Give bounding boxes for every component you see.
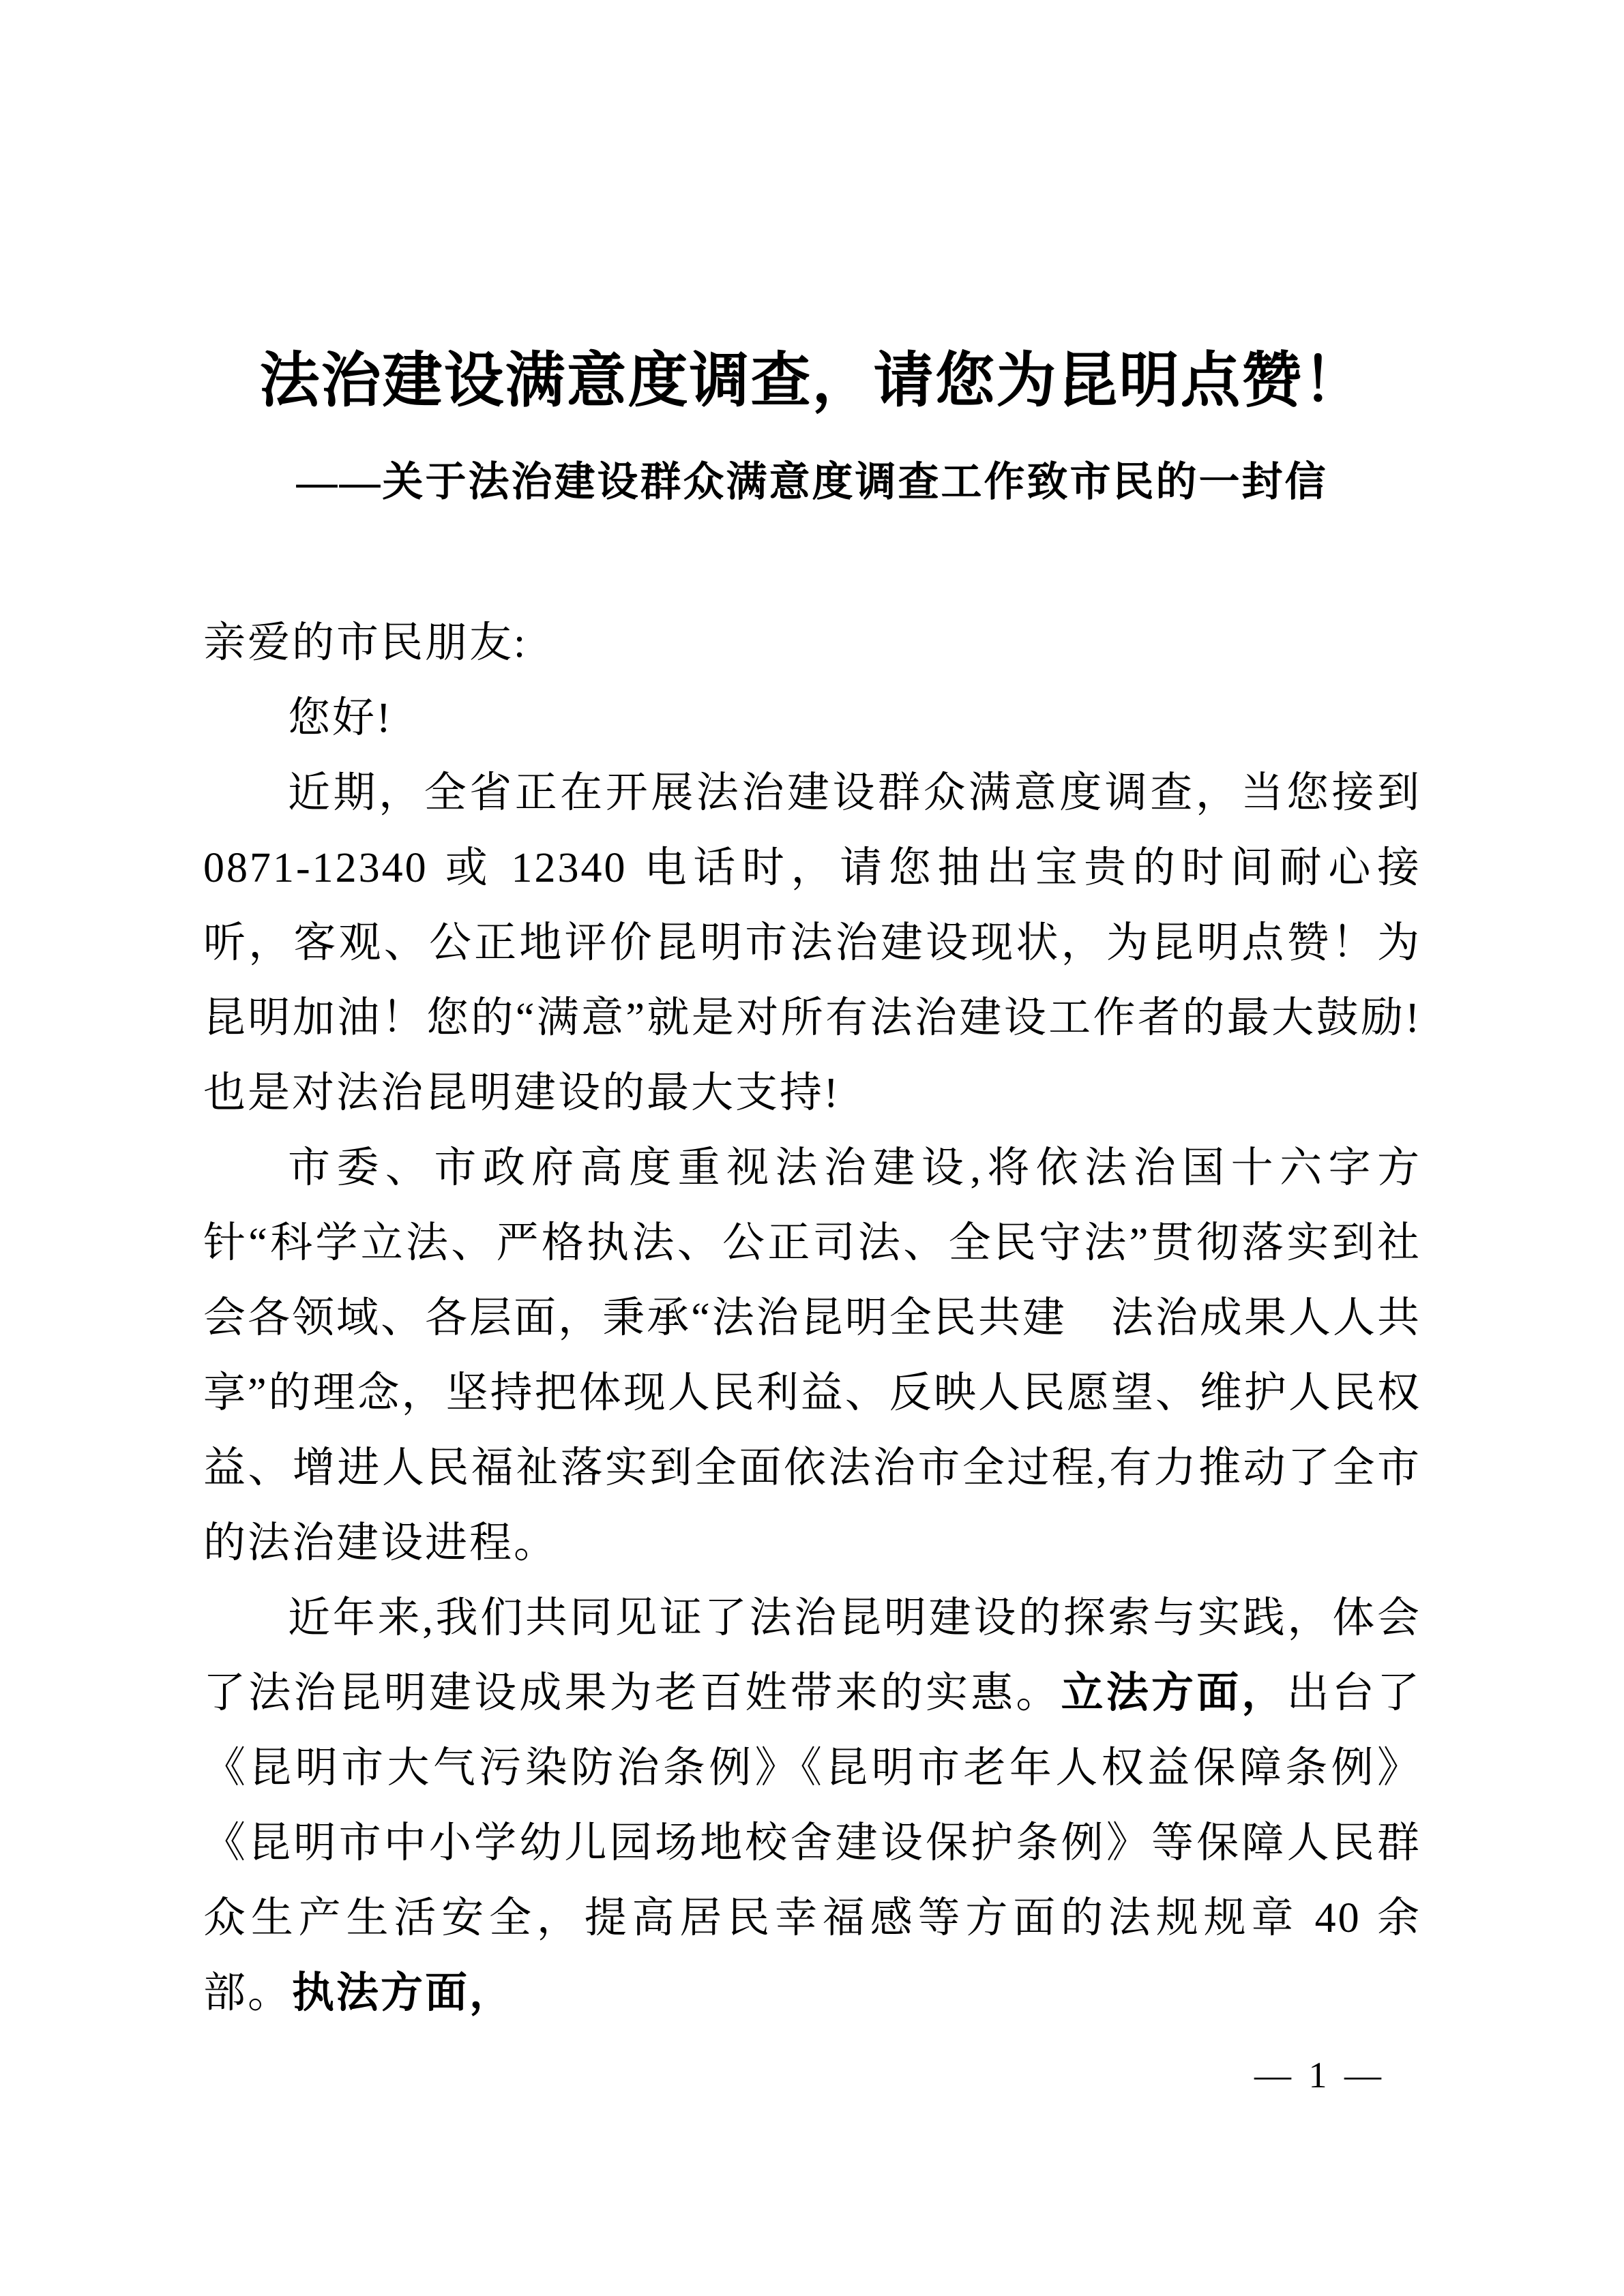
paragraph [203, 606, 1421, 681]
paragraph [203, 1581, 1421, 2031]
paragraph [203, 1131, 1421, 1581]
paragraph [203, 756, 1421, 1131]
document-body [203, 606, 1421, 2031]
text-run: 出台了《昆明市大气污染防治条例》《昆明市老年人权益保障条例》《昆明市中小学幼儿园场地校舍建设保护条例》等保障人民群众生产生活安全，提高居民幸福感等方面的法规规章 40 余部。 [203, 1670, 1421, 2016]
page-number: — 1 — [1254, 2055, 1385, 2096]
emphasis-text: 执法方面， [292, 1970, 514, 2016]
paragraph [203, 681, 1421, 756]
text-run: 近期，全省正在开展法治建设群众满意度调查，当您接到 0871-12340 或 12340 电话时，请您抽出宝贵的时间耐心接听，客观、公正地评价昆明市法治建设现状，为昆明点赞！为昆明加油！您的“满意”就是对所有法治建设工作者的最大鼓励!也是对法治昆明建设的最大支持! [203, 770, 1421, 1116]
emphasis-text: 立法方面， [1061, 1670, 1287, 1716]
text-run: 近年来,我们共同见证了法治昆明建设的探索与实践，体会了法治昆明建设成果为老百姓带来的实惠。 [203, 1595, 1421, 1716]
document-subtitle: ——关于法治建设群众满意度调查工作致市民的一封信 [296, 460, 1328, 505]
document-title: 法治建设满意度调查，请您为昆明点赞！ [259, 348, 1365, 415]
text-run: 您好! [288, 695, 393, 741]
text-run: 亲爱的市民朋友: [203, 620, 528, 666]
text-run: 市委、市政府高度重视法治建设,将依法治国十六字方针“科学立法、严格执法、公正司法、全民守法”贯彻落实到社会各领域、各层面，秉承“法治昆明全民共建 法治成果人人共享”的理念，坚持把体现人民利益、反映人民愿望、维护人民权益、增进人民福祉落实到全面依法治市全过程,有力推动了全市的法治建设进程。 [203, 1145, 1421, 1566]
